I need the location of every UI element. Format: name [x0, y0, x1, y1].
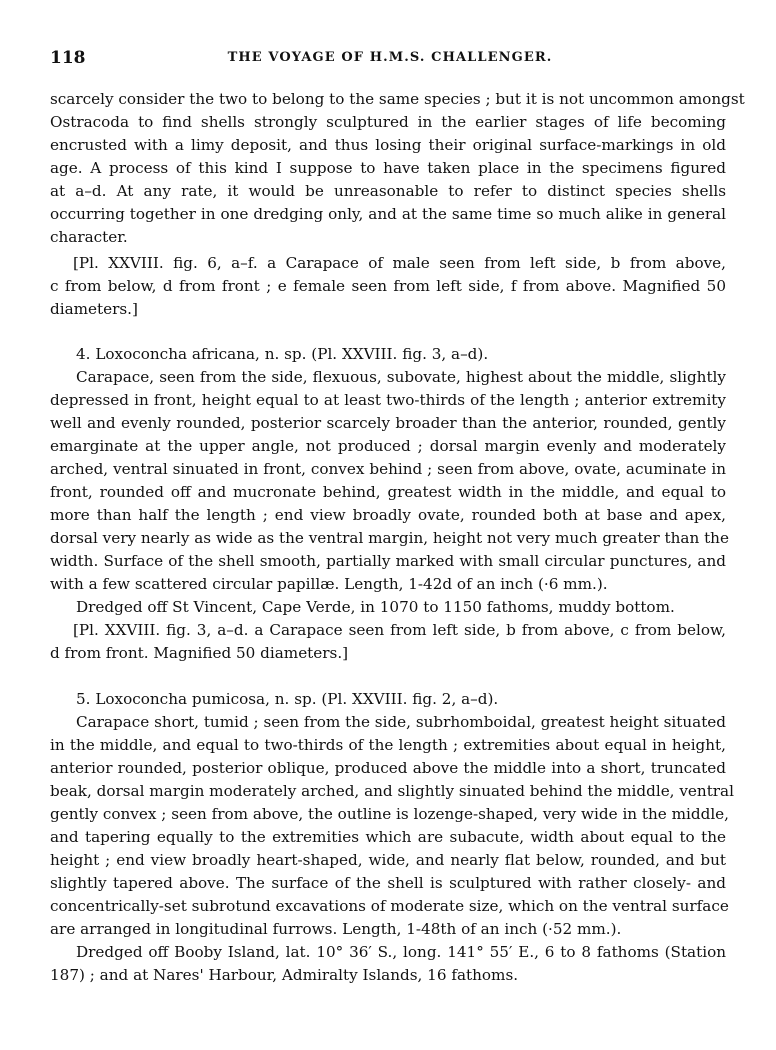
- text-line: in the middle, and equal to two-thirds of the length ; extremities about equal in height,: [50, 736, 726, 754]
- text-line: with a few scattered circular papillæ. Length, 1-42d of an inch (·6 mm.).: [50, 575, 608, 593]
- species-heading: 4. Loxoconcha africana, n. sp. (Pl. XXVIII. fig. 3, a–d).: [76, 345, 489, 363]
- locality-line: Dredged off St Vincent, Cape Verde, in 1070 to 1150 fathoms, muddy bottom.: [76, 598, 675, 616]
- locality-line: 187) ; and at Nares' Harbour, Admiralty Islands, 16 fathoms.: [50, 966, 519, 984]
- text-line: height ; end view broadly heart-shaped, wide, and nearly flat below, rounded, and but: [50, 851, 726, 869]
- text-line: Carapace, seen from the side, flexuous, subovate, highest about the middle, slightly: [76, 368, 726, 386]
- text-line: occurring together in one dredging only, and at the same time so much alike in general: [50, 205, 726, 223]
- text-line: anterior rounded, posterior oblique, produced above the middle into a short, truncated: [50, 759, 726, 777]
- text-line: gently convex ; seen from above, the outline is lozenge-shaped, very wide in the middle,: [50, 805, 729, 823]
- text-line: scarcely consider the two to belong to the same species ; but it is not uncommon amongst: [50, 90, 745, 108]
- plate-caption-line: diameters.]: [50, 300, 138, 318]
- running-title: THE VOYAGE OF H.M.S. CHALLENGER.: [227, 50, 553, 65]
- text-line: more than half the length ; end view broadly ovate, rounded both at base and apex,: [50, 506, 726, 524]
- text-line: emarginate at the upper angle, not produced ; dorsal margin evenly and moderately: [50, 437, 726, 455]
- species-heading: 5. Loxoconcha pumicosa, n. sp. (Pl. XXVIII. fig. 2, a–d).: [76, 690, 499, 708]
- plate-caption-line: d from front. Magnified 50 diameters.]: [50, 644, 349, 662]
- text-line: dorsal very nearly as wide as the ventral margin, height not very much greater than the: [50, 529, 729, 547]
- page-number: 118: [50, 48, 86, 68]
- text-line: character.: [50, 228, 128, 246]
- text-line: Carapace short, tumid ; seen from the side, subrhomboidal, greatest height situated: [76, 713, 727, 731]
- text-line: slightly tapered above. The surface of the shell is sculptured with rather closely- and: [50, 874, 726, 892]
- plate-caption-line: [Pl. XXVIII. fig. 3, a–d. a Carapace seen from left side, b from above, c from below,: [73, 621, 726, 639]
- text-line: at a–d. At any rate, it would be unreasonable to refer to distinct species shells: [50, 182, 726, 200]
- locality-line: Dredged off Booby Island, lat. 10° 36′ S., long. 141° 55′ E., 6 to 8 fathoms (Station: [76, 943, 726, 961]
- text-line: beak, dorsal margin moderately arched, and slightly sinuated behind the middle, ventral: [50, 782, 734, 800]
- page-header: [50, 48, 730, 70]
- text-line: are arranged in longitudinal furrows. Length, 1-48th of an inch (·52 mm.).: [50, 920, 622, 938]
- text-line: concentrically-set subrotund excavations of moderate size, which on the ventral surface: [50, 897, 729, 915]
- plate-caption-line: [Pl. XXVIII. fig. 6, a–f. a Carapace of male seen from left side, b from above,: [73, 254, 726, 272]
- text-line: depressed in front, height equal to at least two-thirds of the length ; anterior extremity: [50, 391, 726, 409]
- text-line: Ostracoda to find shells strongly sculptured in the earlier stages of life becoming: [50, 113, 726, 131]
- text-line: arched, ventral sinuated in front, convex behind ; seen from above, ovate, acuminate in: [50, 460, 726, 478]
- text-line: encrusted with a limy deposit, and thus losing their original surface-markings in old: [50, 136, 726, 154]
- text-line: age. A process of this kind I suppose to have taken place in the specimens figured: [50, 159, 726, 177]
- text-line: well and evenly rounded, posterior scarcely broader than the anterior, rounded, gently: [50, 414, 726, 432]
- text-line: front, rounded off and mucronate behind, greatest width in the middle, and equal to: [50, 483, 726, 501]
- text-line: width. Surface of the shell smooth, partially marked with small circular punctures, and: [50, 552, 726, 570]
- plate-caption-line: c from below, d from front ; e female seen from left side, f from above. Magnified 50: [50, 277, 726, 295]
- text-line: and tapering equally to the extremities which are subacute, width about equal to the: [50, 828, 726, 846]
